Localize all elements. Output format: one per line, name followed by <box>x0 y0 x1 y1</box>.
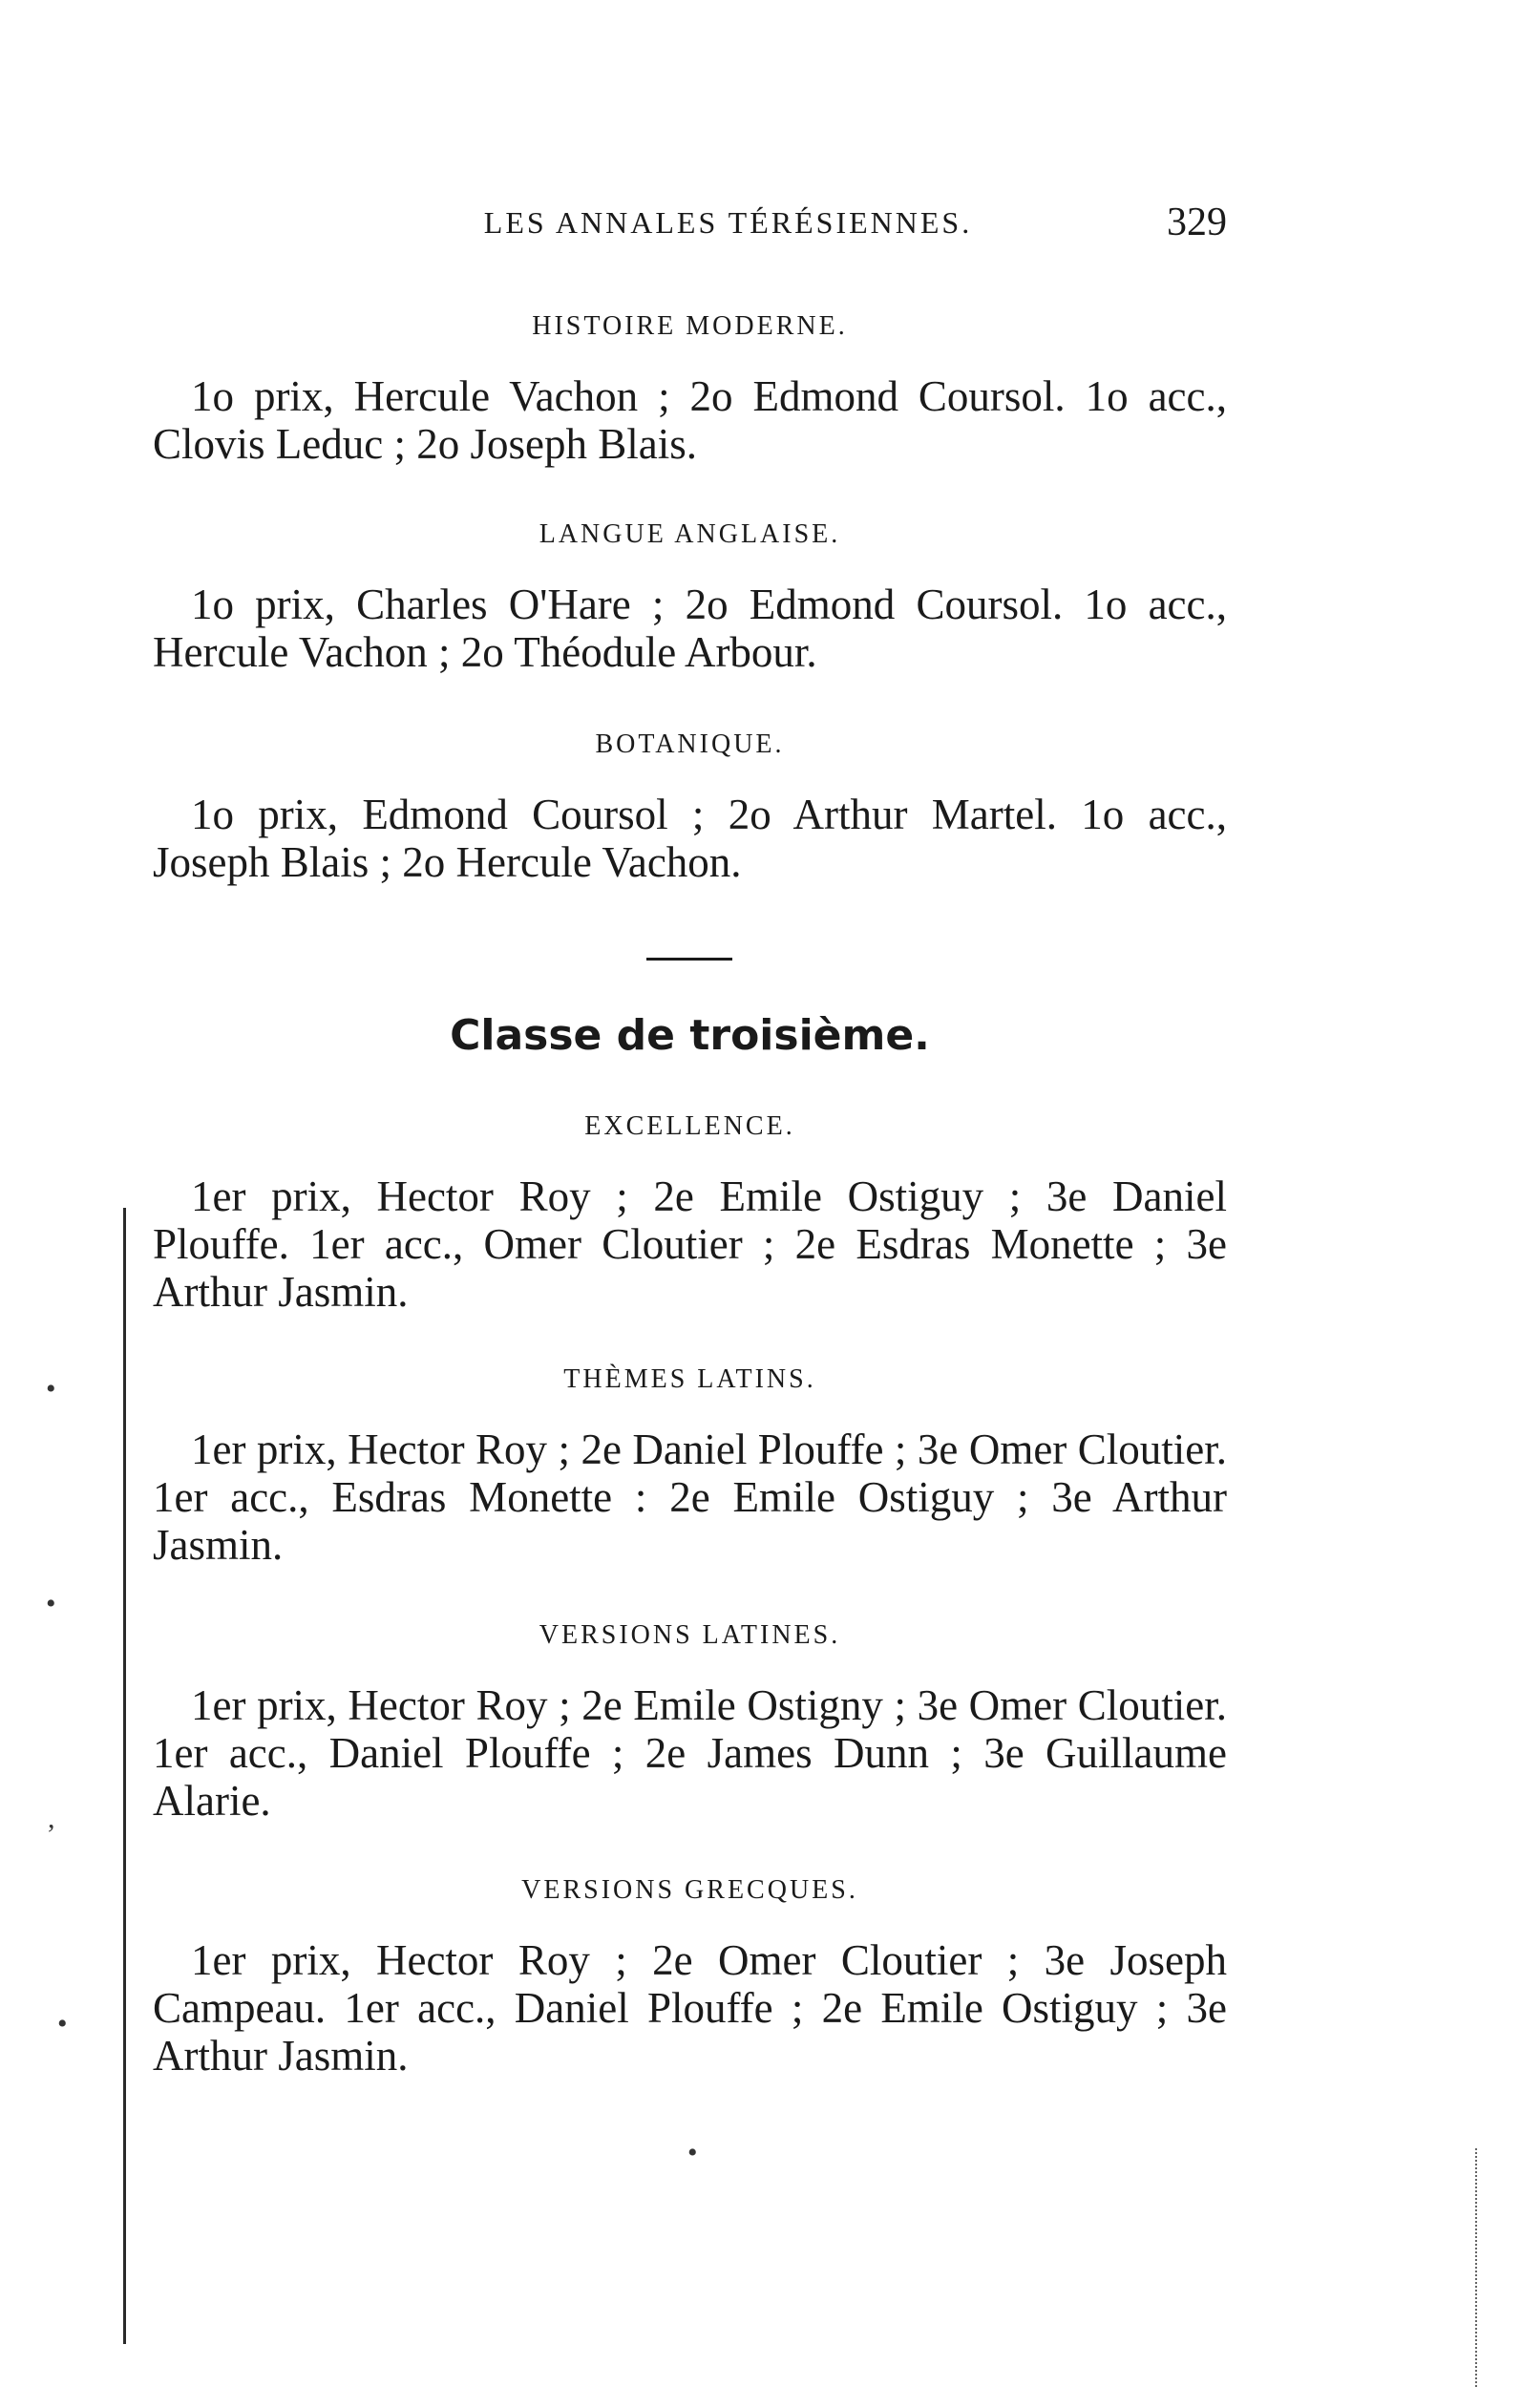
scan-speck: , <box>48 1803 55 1834</box>
section-heading: BOTANIQUE. <box>595 729 785 759</box>
section-entry: 1er prix, Hector Roy ; 2e Emile Ostiguy ; 3e Daniel Plouffe. 1er acc., Omer Cloutier ; 2e Esdras Monette ; 3e Arthur Jasmin. <box>153 1172 1227 1316</box>
section-botanique <box>153 726 1227 886</box>
separator-rule <box>646 958 732 961</box>
section-themes-latins <box>153 1361 1227 1569</box>
scan-speck: • <box>46 1373 56 1405</box>
section-entry: 1er prix, Hector Roy ; 2e Emile Ostigny ; 3e Omer Cloutier. 1er acc., Daniel Plouffe ; 2e James Dunn ; 3e Guillaume Alarie. <box>153 1681 1227 1825</box>
section-entry: 1o prix, Edmond Coursol ; 2o Arthur Martel. 1o acc., Joseph Blais ; 2o Hercule Vachon. <box>153 791 1227 886</box>
section-histoire-moderne <box>153 307 1227 468</box>
section-entry: 1er prix, Hector Roy ; 2e Omer Cloutier ; 3e Joseph Campeau. 1er acc., Daniel Plouffe ; 2e Emile Ostiguy ; 3e Arthur Jasmin. <box>153 1936 1227 2080</box>
section-entry: 1er prix, Hector Roy ; 2e Daniel Plouffe ; 3e Omer Cloutier. 1er acc., Esdras Monette : 2e Emile Ostiguy ; 3e Arthur Jasmin. <box>153 1426 1227 1569</box>
section-heading: EXCELLENCE. <box>584 1111 795 1141</box>
scan-speck: • <box>57 2008 68 2039</box>
section-versions-grecques <box>153 1871 1227 2080</box>
section-excellence <box>153 1108 1227 1316</box>
section-langue-anglaise <box>153 516 1227 676</box>
section-versions-latines <box>153 1616 1227 1825</box>
section-heading: LANGUE ANGLAISE. <box>539 519 841 549</box>
running-head <box>153 199 1227 246</box>
scan-speck: • <box>46 1588 56 1619</box>
page-number: 329 <box>1167 201 1227 244</box>
section-heading: THÈMES LATINS. <box>563 1364 816 1394</box>
section-heading: VERSIONS LATINES. <box>539 1620 841 1650</box>
scan-edge-marks <box>1475 2148 1490 2387</box>
section-heading: VERSIONS GRECQUES. <box>521 1875 858 1905</box>
class-title: Classe de troisième. <box>450 1011 930 1060</box>
running-title: LES ANNALES TÉRÉSIENNES. <box>483 205 973 240</box>
scan-speck: • <box>687 2137 698 2168</box>
scan-margin-line <box>123 1208 126 2344</box>
section-entry: 1o prix, Charles O'Hare ; 2o Edmond Coursol. 1o acc., Hercule Vachon ; 2o Théodule Arbour. <box>153 581 1227 676</box>
section-entry: 1o prix, Hercule Vachon ; 2o Edmond Coursol. 1o acc., Clovis Leduc ; 2o Joseph Blais. <box>153 372 1227 468</box>
section-heading: HISTOIRE MODERNE. <box>532 311 848 341</box>
